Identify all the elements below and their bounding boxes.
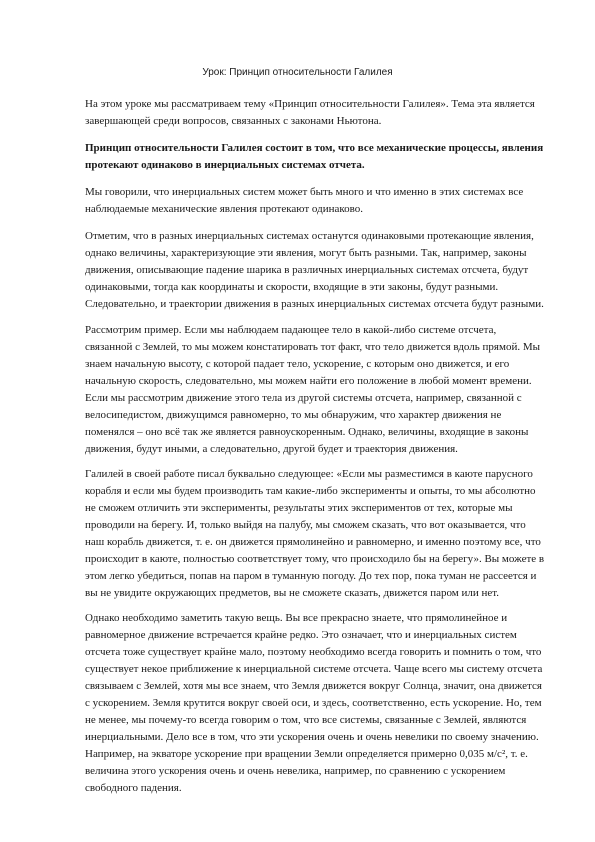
paragraph-approximation: Однако необходимо заметить такую вещь. Вы все прекрасно знаете, что прямолинейное и равномерное движение встречается крайне редко. Это означает, что и инерциальных систем отсчета тоже существует крайне мало, поэтому необходимо всегда говорить и помнить о том, что существует некое приближение к инерциальной системе отсчета. Чаще всего мы систему отсчета связываем с Землей, хотя мы все знаем, что Земля движется вокруг Солнца, значит, она движется с ускорением. Земля крутится вокруг своей оси, и здесь, соответственно, есть ускорение. Но, тем не менее, мы почему-то всегда говорим о том, что все системы, связанные с Землей, являются инерциальными. Дело все в том, что эти ускорения очень и очень невелики по своему значению. Например, на экваторе ускорение при вращении Земли определяется примерно 0,035 м/с², т. е. величина этого ускорения очень и очень невелика, например, по сравнению с ускорением свободного падения. xyxy=(85,612,543,794)
paragraph-intro: На этом уроке мы рассматриваем тему «Принцип относительности Галилея». Тема эта является завершающей среди вопросов, связанных с законами Ньютона. xyxy=(85,98,535,127)
paragraph-galileo-quote: Галилей в своей работе писал буквально следующее: «Если мы разместимся в каюте парусного корабля и если мы будем производить там какие-либо эксперименты и опыты, то мы абсолютно не сможем отличить эти эксперименты, результаты этих экспериментов от тех, которые мы проводили на берегу. И, только выйдя на палубу, мы сможем сказать, что вот оказывается, что наш корабль движется, т. е. он движется прямолинейно и равномерно, и именно поэтому все, что происходит в каюте, полностью соответствует тому, что происходило бы на берегу». Вы можете в этом легко убедиться, попав на паром в туманную погоду. До тех пор, пока туман не рассеется и вы не увидите окружающих предметов, вы не сможете сказать, движется паром или нет. xyxy=(85,468,545,599)
paragraph-example: Рассмотрим пример. Если мы наблюдаем падающее тело в какой-либо системе отсчета, связанной с Землей, то мы можем констатировать тот факт, что тело движется вдоль прямой. Мы знаем начальную высоту, с которой падает тело, ускорение, с которым оно движется, и его начальную скорость, следовательно, мы можем найти его положение в любой момент времени. Если мы рассмотрим движение этого тела из другой системы отсчета, например, связанной с велосипедистом, движущимся равномерно, то мы обнаружим, что характер движения не поменялся – оно всё так же является равноускоренным. Однако, величины, входящие в законы движения, будут иными, а следовательно, другой будет и траектория движения. xyxy=(85,324,541,455)
paragraph-inertial-systems: Мы говорили, что инерциальных систем может быть много и что именно в этих системах все наблюдаемые механические явления протекают одинаково. xyxy=(85,186,524,215)
paragraph-quantities: Отметим, что в разных инерциальных системах останутся одинаковыми протекающие явления, однако величины, характеризующие эти явления, могут быть разными. Так, например, законы движения, описывающие падение шарика в различных инерциальных системах отсчета, будут одинаковыми, тогда как координаты и скорости, входящие в эти законы, будут разными. Следовательно, и траектории движения в разных инерциальных системах отсчета будут разными. xyxy=(85,230,544,310)
page-title: Урок: Принцип относительности Галилея xyxy=(202,67,393,78)
paragraph-principle-definition: Принцип относительности Галилея состоит в том, что все механические процессы, явления протекают одинаково в инерциальных системах отчета. xyxy=(85,142,544,171)
